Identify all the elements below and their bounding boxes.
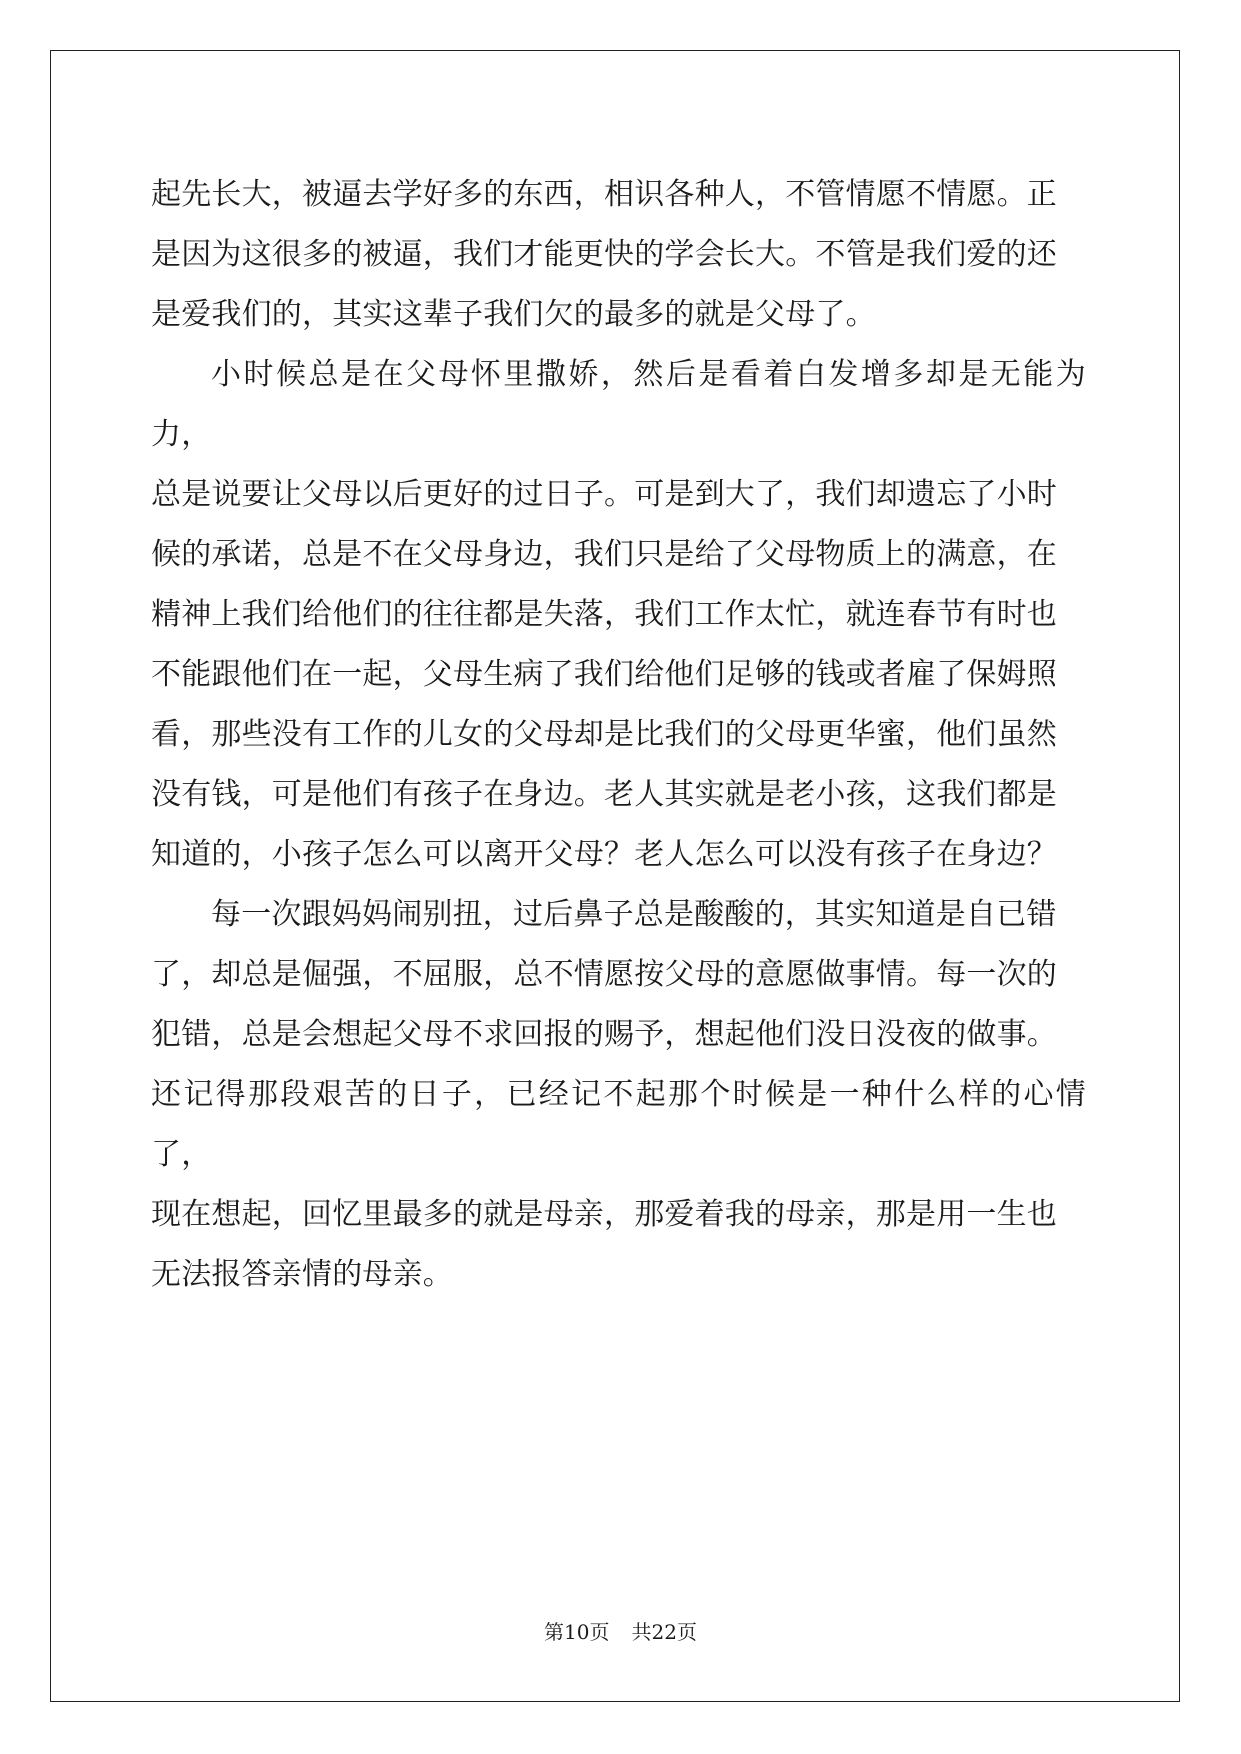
page-total: 共22页 bbox=[631, 1620, 697, 1644]
text-line: 看，那些没有工作的儿女的父母却是比我们的父母更华蜜，他们虽然 bbox=[151, 717, 1057, 752]
text-line: 是因为这很多的被逼，我们才能更快的学会长大。不管是我们爱的还 bbox=[151, 237, 1057, 272]
text-line: 不能跟他们在一起，父母生病了我们给他们足够的钱或者雇了保姆照 bbox=[151, 657, 1057, 692]
text-line: 无法报答亲情的母亲。 bbox=[151, 1257, 453, 1292]
text-line: 总是说要让父母以后更好的过日子。可是到大了，我们却遗忘了小时 bbox=[151, 477, 1057, 512]
page-footer bbox=[0, 1616, 1241, 1645]
text-line: 了，却总是倔强，不屈服，总不情愿按父母的意愿做事情。每一次的 bbox=[151, 957, 1057, 992]
page-number: 第10页 bbox=[544, 1620, 610, 1644]
text-line: 还记得那段艰苦的日子，已经记不起那个时候是一种什么样的心情了， bbox=[151, 1077, 1086, 1172]
paragraph-3 bbox=[151, 885, 1086, 1305]
text-line: 精神上我们给他们的往往都是失落，我们工作太忙，就连春节有时也 bbox=[151, 597, 1057, 632]
text-line: 现在想起，回忆里最多的就是母亲，那爱着我的母亲，那是用一生也 bbox=[151, 1197, 1057, 1232]
document-body bbox=[151, 165, 1086, 1305]
text-line: 是爱我们的，其实这辈子我们欠的最多的就是父母了。 bbox=[151, 297, 876, 332]
text-line: 知道的，小孩子怎么可以离开父母？老人怎么可以没有孩子在身边？ bbox=[151, 837, 1057, 872]
text-line: 没有钱，可是他们有孩子在身边。老人其实就是老小孩，这我们都是 bbox=[151, 777, 1057, 812]
text-line: 候的承诺，总是不在父母身边，我们只是给了父母物质上的满意，在 bbox=[151, 537, 1057, 572]
text-line: 犯错，总是会想起父母不求回报的赐予，想起他们没日没夜的做事。 bbox=[151, 1017, 1057, 1052]
text-line: 每一次跟妈妈闹别扭，过后鼻子总是酸酸的，其实知道是自已错 bbox=[211, 897, 1057, 932]
text-line: 小时候总是在父母怀里撒娇，然后是看着白发增多却是无能为力， bbox=[151, 357, 1086, 452]
text-line: 起先长大，被逼去学好多的东西，相识各种人，不管情愿不情愿。正 bbox=[151, 177, 1057, 212]
paragraph-2 bbox=[151, 345, 1086, 885]
paragraph-1 bbox=[151, 165, 1086, 345]
